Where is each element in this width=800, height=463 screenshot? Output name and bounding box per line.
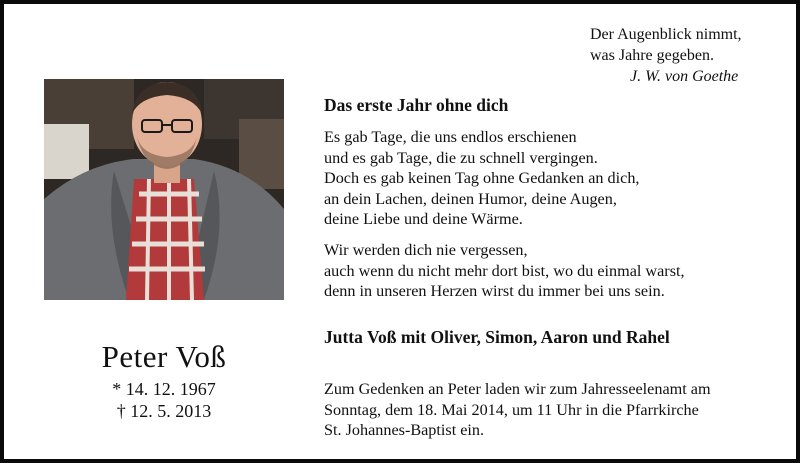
quote-line: Der Augenblick nimmt, xyxy=(590,26,742,43)
goethe-quote xyxy=(590,24,795,87)
poem-line: auch wenn du nicht mehr dort bist, wo du einmal warst, xyxy=(324,261,685,280)
poem-stanza-2 xyxy=(324,240,764,302)
poem-line: Es gab Tage, die uns endlos erschienen xyxy=(324,128,577,146)
notice-line: Sonntag, dem 18. Mai 2014, um 11 Uhr in die Pfarrkirche xyxy=(324,400,699,419)
quote-line: was Jahre gegeben. xyxy=(590,47,714,64)
poem-line: Wir werden dich nie vergessen, xyxy=(324,241,528,259)
poem-line: Doch es gab keinen Tag ohne Gedanken an dich, xyxy=(324,169,640,187)
poem-line: an dein Lachen, deinen Humor, deine Augen, xyxy=(324,189,617,208)
poem-line: denn in unseren Herzen wirst du immer bei uns sein. xyxy=(324,282,665,300)
poem-line: und es gab Tage, die zu schnell vergingen. xyxy=(324,148,598,167)
quote-author: J. W. von Goethe xyxy=(630,68,739,85)
notice-line: St. Johannes-Baptist ein. xyxy=(324,421,485,439)
death-date: † 12. 5. 2013 xyxy=(116,401,212,421)
notice-line: Zum Gedenken an Peter laden wir zum Jahresseelenamt am xyxy=(324,380,711,398)
family-signature: Jutta Voß mit Oliver, Simon, Aaron und Rahel xyxy=(324,327,670,347)
memorial-heading: Das erste Jahr ohne dich xyxy=(324,95,509,115)
portrait-illustration xyxy=(44,79,284,300)
portrait-photo xyxy=(44,79,284,300)
birth-date: * 14. 12. 1967 xyxy=(112,379,216,399)
poem-line: deine Liebe und deine Wärme. xyxy=(324,210,523,228)
life-dates xyxy=(44,378,284,422)
deceased-name: Peter Voß xyxy=(101,339,227,374)
memorial-service-notice xyxy=(324,379,784,441)
poem-stanza-1 xyxy=(324,127,764,230)
